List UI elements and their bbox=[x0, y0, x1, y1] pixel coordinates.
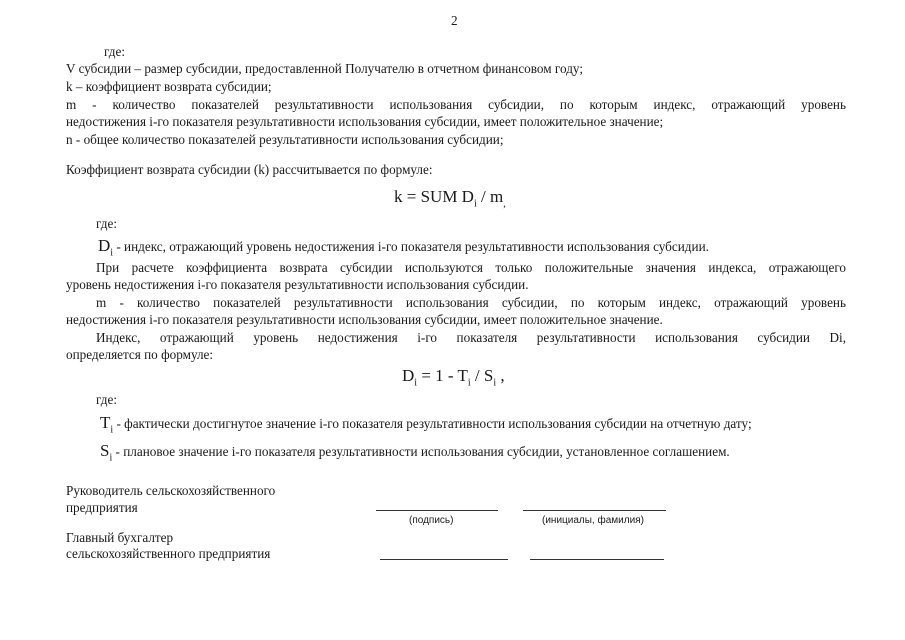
idx-line2: определяется по формуле: bbox=[66, 347, 214, 362]
idx-line1: Индекс, отражающий уровень недостижения i-го показателя результативности использования субсидии Di, bbox=[96, 330, 846, 345]
formula-k-sub: i bbox=[473, 198, 477, 210]
d-symbol bbox=[98, 236, 114, 259]
t-def-text: - фактически достигнутое значение i-го показателя результативности использования субсидии на отчетную дату; bbox=[116, 416, 752, 431]
pos-line2: уровень недостижения i-го показателя результативности использования субсидии. bbox=[66, 277, 529, 292]
where-label: где: bbox=[96, 216, 117, 231]
d-definition bbox=[98, 236, 709, 258]
signature-caption: (подпись) bbox=[409, 515, 454, 526]
formula-d-mid: = 1 - T bbox=[417, 366, 468, 385]
pos-line1: При расчете коэффициента возврата субсидии используются только положительные значения индекса, отражающего bbox=[96, 260, 846, 275]
name-line bbox=[530, 559, 664, 560]
formula-d-trail: , bbox=[496, 366, 505, 385]
signer2-title-line2: сельскохозяйственного предприятия bbox=[66, 546, 271, 561]
m2-line1: m - количество показателей результативности использования субсидии, по которым индекс, отражающий уровень bbox=[96, 295, 846, 310]
def-m-line2: недостижения i-го показателя результативности использования субсидии, имеет положительное значение; bbox=[66, 114, 664, 129]
formula-k bbox=[394, 187, 506, 209]
formula-d bbox=[402, 366, 505, 388]
where-label: где: bbox=[96, 392, 117, 407]
k-intro: Коэффициент возврата субсидии (k) рассчитывается по формуле: bbox=[66, 162, 433, 177]
formula-k-right: / m bbox=[476, 187, 504, 206]
t-symbol bbox=[100, 413, 114, 436]
formula-d-d: D bbox=[402, 366, 415, 385]
formula-k-left: k = SUM D bbox=[394, 187, 474, 206]
def-m-line1: m - количество показателей результативности использования субсидии, по которым индекс, отражающий уровень bbox=[66, 97, 846, 112]
m2-line2: недостижения i-го показателя результативности использования субсидии, имеет положительное значение. bbox=[66, 312, 663, 327]
name-line bbox=[523, 510, 666, 511]
name-caption: (инициалы, фамилия) bbox=[542, 515, 644, 526]
d-sub: i bbox=[110, 247, 114, 259]
s-def-text: - плановое значение i-го показателя результативности использования субсидии, установленное соглашением. bbox=[115, 444, 730, 459]
t-sub: i bbox=[110, 424, 114, 436]
def-k: k – коэффициент возврата субсидии; bbox=[66, 79, 272, 94]
page-number: 2 bbox=[451, 13, 458, 28]
def-v: V субсидии – размер субсидии, предоставленной Получателю в отчетном финансовом году; bbox=[66, 61, 583, 76]
formula-d-slash: / S bbox=[470, 366, 494, 385]
formula-k-trail: , bbox=[503, 198, 506, 210]
formula-d-tsub: i bbox=[467, 377, 471, 389]
s-sub: i bbox=[109, 452, 113, 464]
d-letter: D bbox=[98, 236, 111, 255]
formula-d-dsub: i bbox=[414, 377, 418, 389]
signature-line bbox=[380, 559, 508, 560]
t-definition bbox=[100, 413, 752, 435]
signer2-title-line1: Главный бухгалтер bbox=[66, 530, 174, 545]
where-label: где: bbox=[104, 44, 125, 59]
signature-line bbox=[376, 510, 498, 511]
s-symbol bbox=[100, 441, 113, 464]
t-letter: T bbox=[100, 413, 111, 432]
signer1-title-line1: Руководитель сельскохозяйственного bbox=[66, 483, 276, 498]
def-n: n - общее количество показателей результативности использования субсидии; bbox=[66, 132, 504, 147]
s-definition bbox=[100, 441, 730, 463]
formula-d-ssub: i bbox=[493, 377, 497, 389]
d-def-text: - индекс, отражающий уровень недостижения i-го показателя результативности использования субсидии. bbox=[116, 239, 709, 254]
s-letter: S bbox=[100, 441, 110, 460]
signer1-title-line2: предприятия bbox=[66, 500, 138, 515]
